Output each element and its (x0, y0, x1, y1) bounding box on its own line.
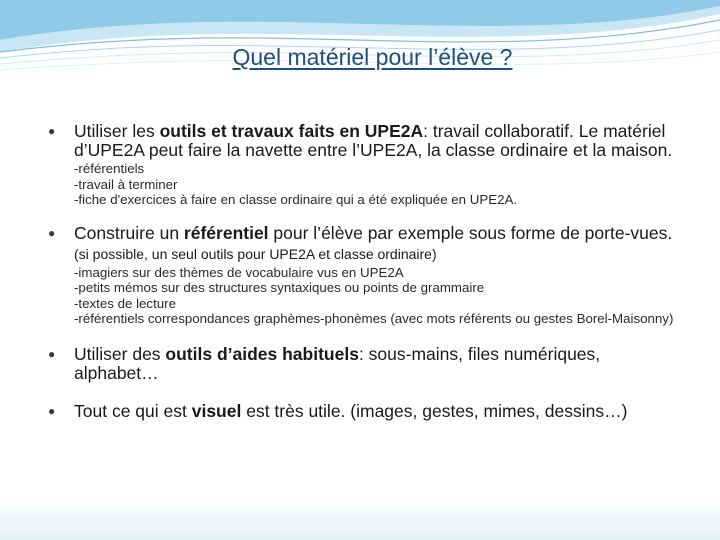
bullet-text (74, 122, 688, 160)
bullet-text-pre: Utiliser des (74, 343, 166, 364)
bullet-text-bold: référentiel (183, 222, 269, 243)
bullet-text-pre: Tout ce qui est (74, 400, 192, 421)
sub-item: -imagiers sur des thèmes de vocabulaire vus en UPE2A (74, 264, 404, 280)
sub-item: -petits mémos sur des structures syntaxiques ou points de grammaire (74, 280, 485, 295)
bullet-text (74, 345, 688, 383)
footer-gradient-decoration (0, 498, 720, 540)
bullet-text-bold: outils et travaux faits en UPE2A (159, 121, 424, 141)
bullet-text-post: : sous-mains, files numériques, alphabet… (74, 343, 601, 383)
sub-item: -textes de lecture (74, 295, 176, 311)
bullet-text-post: : travail collaboratif. Le matériel d’UPE2A peut faire la navette entre l’UPE2A, la classe ordinaire et la maison. (74, 121, 673, 160)
bullet-dot-icon: ● (48, 124, 56, 138)
bullet-item-referentiel (48, 224, 688, 327)
bullet-text (74, 402, 688, 421)
sub-item: -référentiels (74, 161, 145, 176)
sub-list (74, 265, 688, 327)
bullet-item-outils-aides (48, 345, 688, 383)
slide-title: Quel matériel pour l’élève ? (232, 44, 513, 70)
bullet-dot-icon: ● (48, 403, 56, 418)
bullet-text (74, 224, 688, 264)
bullet-text-post: est très utile. (images, gestes, mimes, dessins…) (241, 400, 628, 421)
sub-item: -fiche d'exercices à faire en classe ordinaire qui a été expliquée en UPE2A. (74, 192, 518, 207)
bullet-item-outils-upe2a (48, 122, 688, 208)
bullet-item-visuel (48, 402, 688, 421)
bullet-dot-icon: ● (48, 346, 56, 361)
bullet-note: (si possible, un seul outils pour UPE2A et classe ordinaire) (74, 245, 437, 262)
bullet-text-bold: outils d’aides habituels (165, 343, 359, 364)
bullet-text-bold: visuel (191, 400, 242, 421)
bullet-list (48, 122, 688, 421)
bullet-text-pre: Construire un (74, 222, 184, 243)
bullet-dot-icon: ● (48, 225, 56, 240)
bullet-text-post: pour l’élève par exemple sous forme de porte-vues. (268, 222, 673, 243)
bullet-text-pre: Utiliser les (74, 121, 160, 141)
sub-item: -référentiels correspondances graphèmes-phonèmes (avec mots référents ou gestes Borel-Maisonny) (74, 311, 674, 326)
sub-item: -travail à terminer (74, 176, 178, 192)
sub-list (74, 161, 688, 208)
